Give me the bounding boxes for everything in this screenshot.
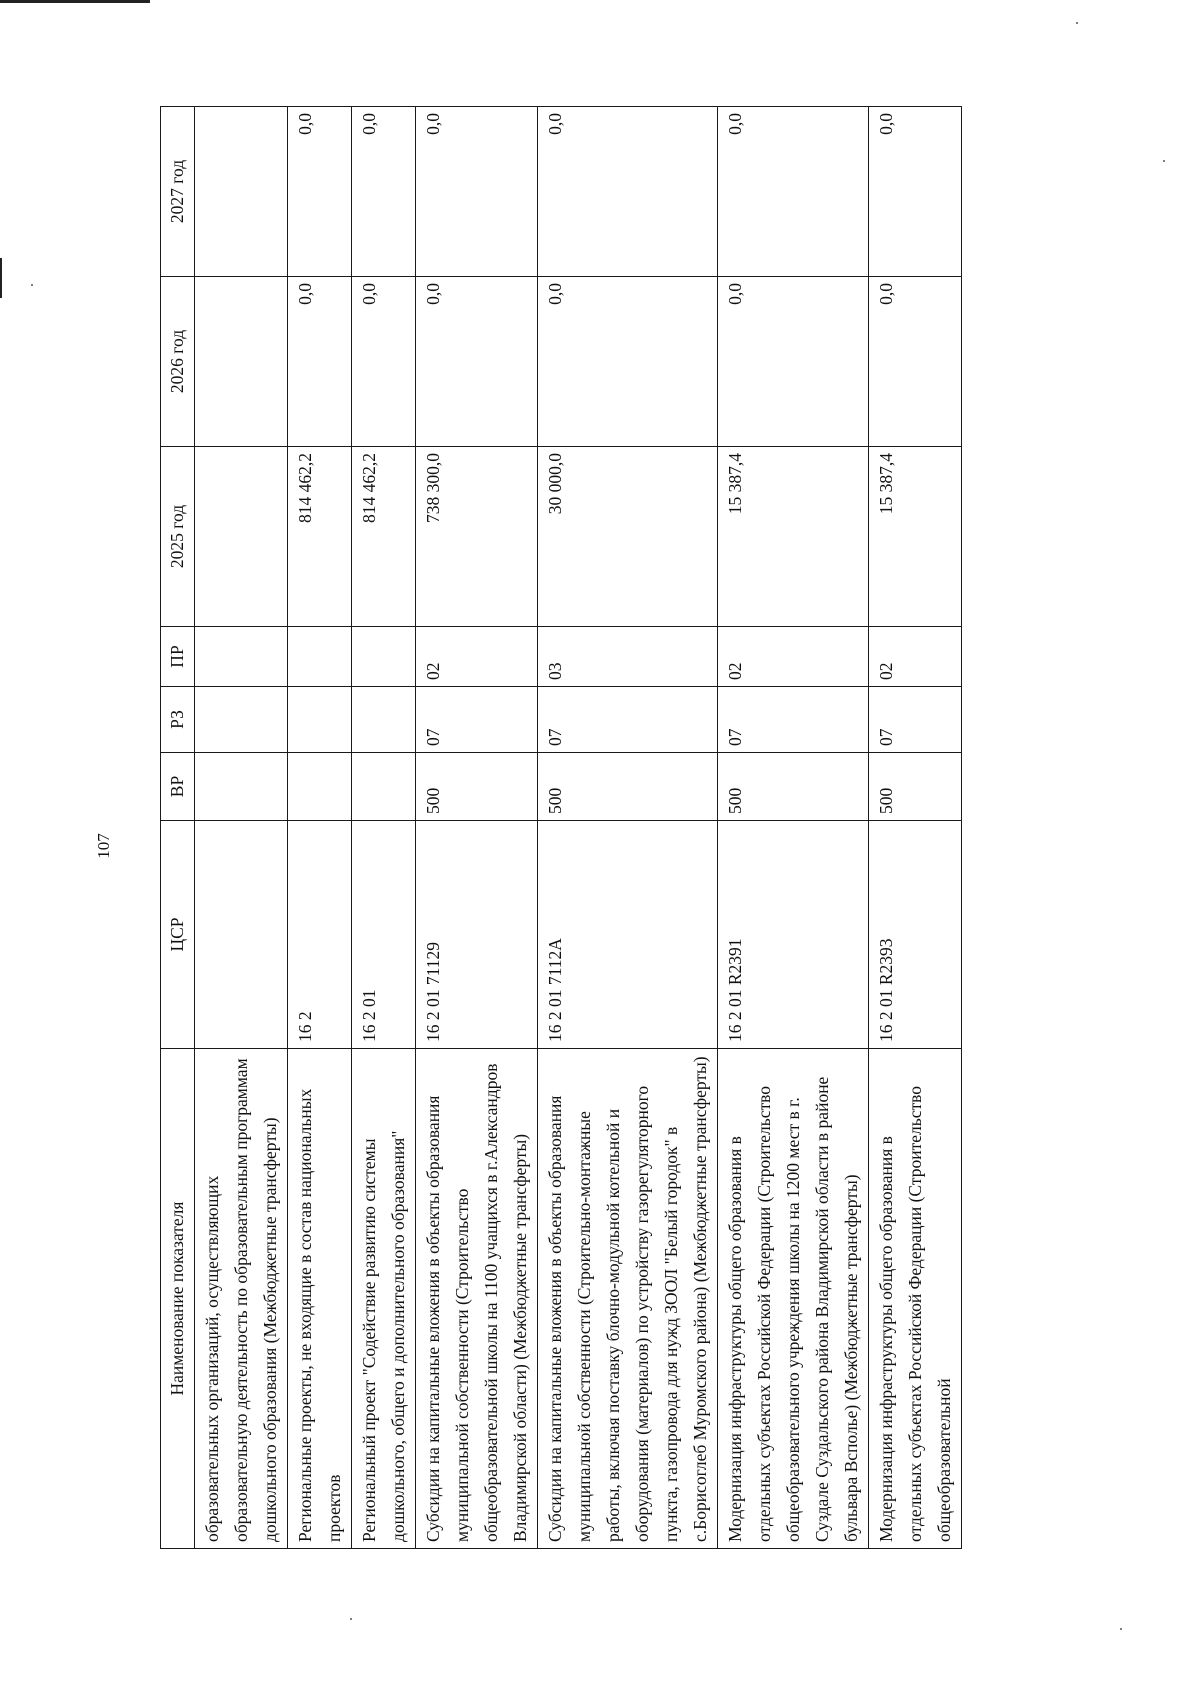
cell-csr	[195, 821, 288, 1049]
scan-edge-line	[0, 258, 2, 298]
table-row	[288, 107, 352, 1549]
cell-pr	[288, 627, 352, 687]
cell-pr	[352, 627, 416, 687]
cell-rz: 07	[869, 687, 962, 753]
table-row	[718, 107, 869, 1549]
cell-rz: 07	[718, 687, 869, 753]
cell-rz: 07	[416, 687, 538, 753]
cell-vr: 500	[869, 753, 962, 821]
cell-2027: 0,0	[538, 107, 718, 277]
scan-speck	[1163, 160, 1165, 162]
header-rz: РЗ	[161, 687, 195, 753]
header-2027: 2027 год	[161, 107, 195, 277]
cell-vr	[288, 753, 352, 821]
scan-speck	[31, 284, 33, 286]
table-row	[195, 107, 288, 1549]
cell-pr: 03	[538, 627, 718, 687]
table-row	[416, 107, 538, 1549]
table-row	[869, 107, 962, 1549]
cell-2025: 814 462,2	[288, 447, 352, 627]
cell-pr: 02	[869, 627, 962, 687]
cell-2026: 0,0	[538, 277, 718, 447]
cell-rz: 07	[538, 687, 718, 753]
cell-2027: 0,0	[416, 107, 538, 277]
cell-2025: 30 000,0	[538, 447, 718, 627]
cell-2027: 0,0	[352, 107, 416, 277]
cell-pr: 02	[416, 627, 538, 687]
header-name: Наименование показателя	[161, 1049, 195, 1549]
cell-2027: 0,0	[288, 107, 352, 277]
cell-2026	[195, 277, 288, 447]
cell-csr: 16 2 01 7112А	[538, 821, 718, 1049]
header-2025: 2025 год	[161, 447, 195, 627]
header-2026: 2026 год	[161, 277, 195, 447]
cell-2026: 0,0	[352, 277, 416, 447]
cell-2027: 0,0	[718, 107, 869, 277]
cell-vr: 500	[416, 753, 538, 821]
cell-2026: 0,0	[718, 277, 869, 447]
cell-pr: 02	[718, 627, 869, 687]
cell-2026: 0,0	[288, 277, 352, 447]
cell-name: Модернизация инфраструктуры общего образования в отдельных субъектах Российской Федерации (Строительство общеобразовательного учреждения школы на 1200 мест в г. Суздале Суздальского района Владимирской области в районе бульвара Всполье) (Межбюджетные трансферты)	[718, 1049, 869, 1549]
cell-rz	[288, 687, 352, 753]
cell-2025: 15 387,4	[869, 447, 962, 627]
cell-name: Субсидии на капитальные вложения в объекты образования муниципальной собственности (Строительно-монтажные работы, включая поставку блочно-модульной котельной и оборудования (материалов) по устройству газорегуляторного пункта, газопровода для нужд ЗООЛ "Белый городок" в с.Борисоглеб Муромского района) (Межбюджетные трансферты)	[538, 1049, 718, 1549]
cell-vr	[195, 753, 288, 821]
scan-speck	[1076, 22, 1078, 24]
cell-csr: 16 2 01 R2391	[718, 821, 869, 1049]
cell-2026: 0,0	[869, 277, 962, 447]
cell-2025	[195, 447, 288, 627]
cell-name: Модернизация инфраструктуры общего образования в отдельных субъектах Российской Федерации (Строительство общеобразовательной	[869, 1049, 962, 1549]
cell-vr	[352, 753, 416, 821]
cell-2027	[195, 107, 288, 277]
scan-edge-mark	[0, 0, 150, 3]
cell-name: образовательных организаций, осуществляющих образовательную деятельность по образовательным программам дошкольного образования (Межбюджетные трансферты)	[195, 1049, 288, 1549]
cell-csr: 16 2 01 R2393	[869, 821, 962, 1049]
cell-name: Региональные проекты, не входящие в состав национальных проектов	[288, 1049, 352, 1549]
cell-2025: 814 462,2	[352, 447, 416, 627]
scan-speck	[350, 1618, 352, 1620]
page-number: 107	[94, 833, 113, 859]
cell-pr	[195, 627, 288, 687]
cell-2027: 0,0	[869, 107, 962, 277]
header-pr: ПР	[161, 627, 195, 687]
cell-rz	[352, 687, 416, 753]
rotated-table-container	[160, 107, 1115, 1549]
cell-2026: 0,0	[416, 277, 538, 447]
cell-2025: 738 300,0	[416, 447, 538, 627]
scan-speck	[1120, 1628, 1122, 1630]
table-row	[538, 107, 718, 1549]
cell-csr: 16 2	[288, 821, 352, 1049]
header-vr: ВР	[161, 753, 195, 821]
cell-vr: 500	[538, 753, 718, 821]
cell-vr: 500	[718, 753, 869, 821]
table-header-row	[161, 107, 195, 1549]
table-row	[352, 107, 416, 1549]
header-csr: ЦСР	[161, 821, 195, 1049]
cell-rz	[195, 687, 288, 753]
cell-name: Региональный проект "Содействие развитию системы дошкольного, общего и дополнительного образования"	[352, 1049, 416, 1549]
cell-name: Субсидии на капитальные вложения в объекты образования муниципальной собственности (Строительство общеобразовательной школы на 1100 учащихся в г.Александров Владимирской области) (Межбюджетные трансферты)	[416, 1049, 538, 1549]
cell-csr: 16 2 01	[352, 821, 416, 1049]
budget-table	[160, 106, 962, 1549]
cell-2025: 15 387,4	[718, 447, 869, 627]
cell-csr: 16 2 01 71129	[416, 821, 538, 1049]
